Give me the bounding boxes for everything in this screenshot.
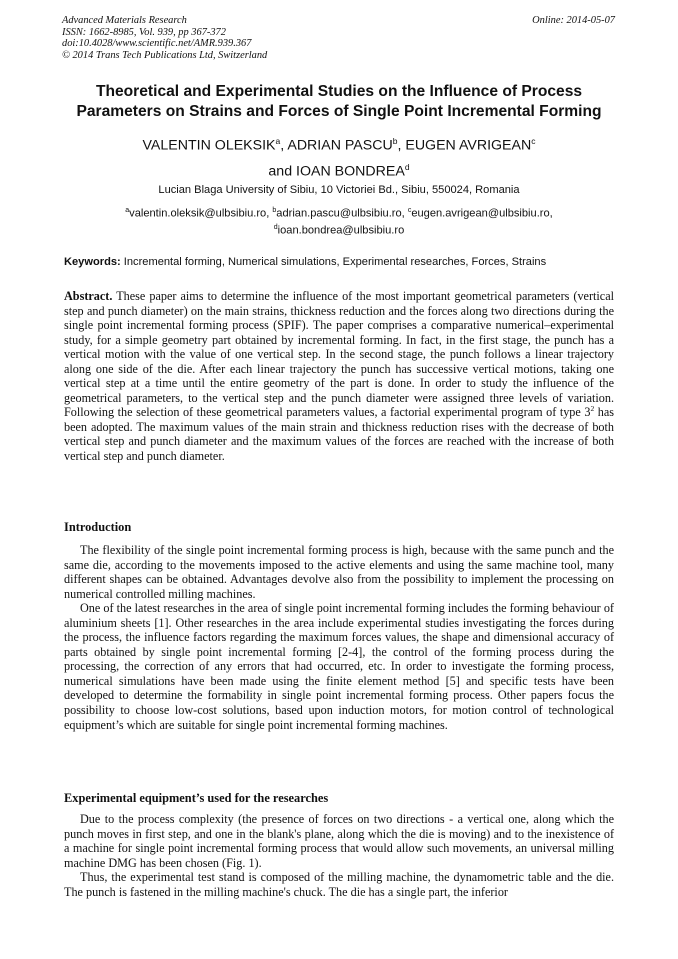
author-3: , EUGEN AVRIGEAN	[397, 137, 532, 154]
affiliation: Lucian Blaga University of Sibiu, 10 Victoriei Bd., Sibiu, 550024, Romania	[158, 184, 520, 196]
email-3[interactable]: eugen.avrigean@ulbsibiu.ro,	[411, 207, 553, 220]
author-4: and IOAN BONDREA	[268, 163, 405, 180]
copyright-line: © 2014 Trans Tech Publications Ltd, Switzerland	[62, 49, 268, 61]
issn-line: ISSN: 1662-8985, Vol. 939, pp 367-372	[62, 26, 226, 38]
paper-title	[40, 82, 638, 122]
author-list	[40, 131, 638, 182]
authors-line-1	[40, 131, 638, 157]
equipment-paragraph-1: Due to the process complexity (the presence of forces on two directions - a vertical one, along which the punch moves in first step, and one in the blank's plane, along which the die is moving) and to the inexistence of a machine for single point incremental forming process that would allow such movements, an universal milling machine DMG has been chosen (Fig. 1).	[64, 812, 614, 870]
introduction-paragraph-1: The flexibility of the single point incremental forming process is high, because with the same punch and the same die, according to the movements imposed to the active elements and using the same machine tool, many different shapes can be obtained. Advantages devolve also from the possibility to implement the processing on numerical controlled milling machines.	[64, 543, 614, 601]
journal-name: Advanced Materials Research	[62, 15, 187, 26]
email-3-sup: c	[407, 207, 412, 214]
email-4[interactable]: ioan.bondrea@ulbsibiu.ro	[277, 224, 405, 237]
email-2[interactable]: adrian.pascu@ulbsibiu.ro,	[276, 207, 408, 220]
abstract-text-1: These paper aims to determine the influence of the most important geometrical parameters (vertical step and punch diameter) on the main strains, thickness reduction and the forces along two directions during the single point incremental forming process (SPIF). The paper comprises a comparative numerical–experimental study, for a simple geometry part obtained by incremental forming. In fact, in the first stage, the punch has a vertical motion with the value of one vertical step. In the second stage, the punch follows a linear trajectory along one side of the die. After each linear trajectory the punch has successive vertical motions, taking one vertical step at a time until the entire geometry of the part is done. In order to study the influence of the geometrical parameters, to the vertical step and the punch diameter were assigned three levels of variation. Following the selection of these geometrical parameters values, a factorial experimental program of type 3	[64, 289, 614, 420]
equipment-heading: Experimental equipment’s used for the researches	[64, 791, 329, 805]
equipment-paragraph-2: Thus, the experimental test stand is composed of the milling machine, the dynamometric table and the die. The punch is fastened in the milling machine's chuck. The die has a single part, the inferior	[64, 870, 614, 899]
author-2: , ADRIAN PASCU	[280, 137, 393, 154]
author-1: VALENTIN OLEKSIK	[142, 137, 276, 154]
abstract-superscript: 2	[590, 404, 595, 414]
abstract-paragraph	[64, 289, 614, 464]
email-2-sup: b	[272, 207, 277, 214]
emails-line-2	[80, 221, 598, 238]
author-2-sup: b	[392, 136, 398, 146]
author-1-sup: a	[275, 136, 281, 146]
title-line-1: Theoretical and Experimental Studies on the Influence of Process	[95, 83, 583, 100]
introduction-heading: Introduction	[64, 520, 132, 534]
author-3-sup: c	[531, 136, 536, 146]
keywords	[64, 256, 624, 268]
keywords-label: Keywords:	[64, 256, 121, 268]
emails-line-1	[80, 204, 598, 221]
journal-header	[62, 15, 267, 61]
doi-line: doi:10.4028/www.scientific.net/AMR.939.367	[62, 38, 252, 49]
author-4-sup: d	[404, 161, 410, 172]
abstract-text-2: has been adopted. The maximum values of the main strain and thickness reduction rises with the decrease of both vertical step and punch diameter and the maximum values of the forces are reached with the increase of both vertical step and punch diameter.	[64, 405, 615, 464]
email-4-sup: d	[273, 223, 278, 231]
email-1[interactable]: valentin.oleksik@ulbsibiu.ro,	[129, 207, 273, 220]
keywords-text: Incremental forming, Numerical simulations, Experimental researches, Forces, Strains	[120, 256, 547, 268]
title-line-2: Parameters on Strains and Forces of Single Point Incremental Forming	[76, 103, 602, 120]
introduction-body	[64, 543, 614, 732]
equipment-body	[64, 812, 614, 899]
online-date: Online: 2014-05-07	[532, 15, 615, 26]
abstract	[64, 289, 614, 464]
authors-line-2	[40, 157, 638, 183]
author-emails	[80, 204, 598, 237]
abstract-label: Abstract.	[64, 289, 113, 303]
introduction-paragraph-2: One of the latest researches in the area of single point incremental forming includes the forming behaviour of aluminium sheets [1]. Other researches in the area include experimental studies investigating the forces during the process, the influence factors regarding the maximum forces values, the shape and dimensional accuracy of parts obtained by single point incremental forming [2-4], the control of the forming process during the processing, the correction of any errors that had occurred, etc. In order to investigate the forming process, numerical simulations have been made using the finite element method [5] and specific tests have been developed to determine the formability in single point incremental forming process. Other papers focus the possibility to choose low-cost solutions, based upon induction motors, for motion control of technological equipment’s which are suitable for single point incremental forming machines.	[64, 601, 614, 732]
email-1-sup: a	[125, 207, 130, 214]
